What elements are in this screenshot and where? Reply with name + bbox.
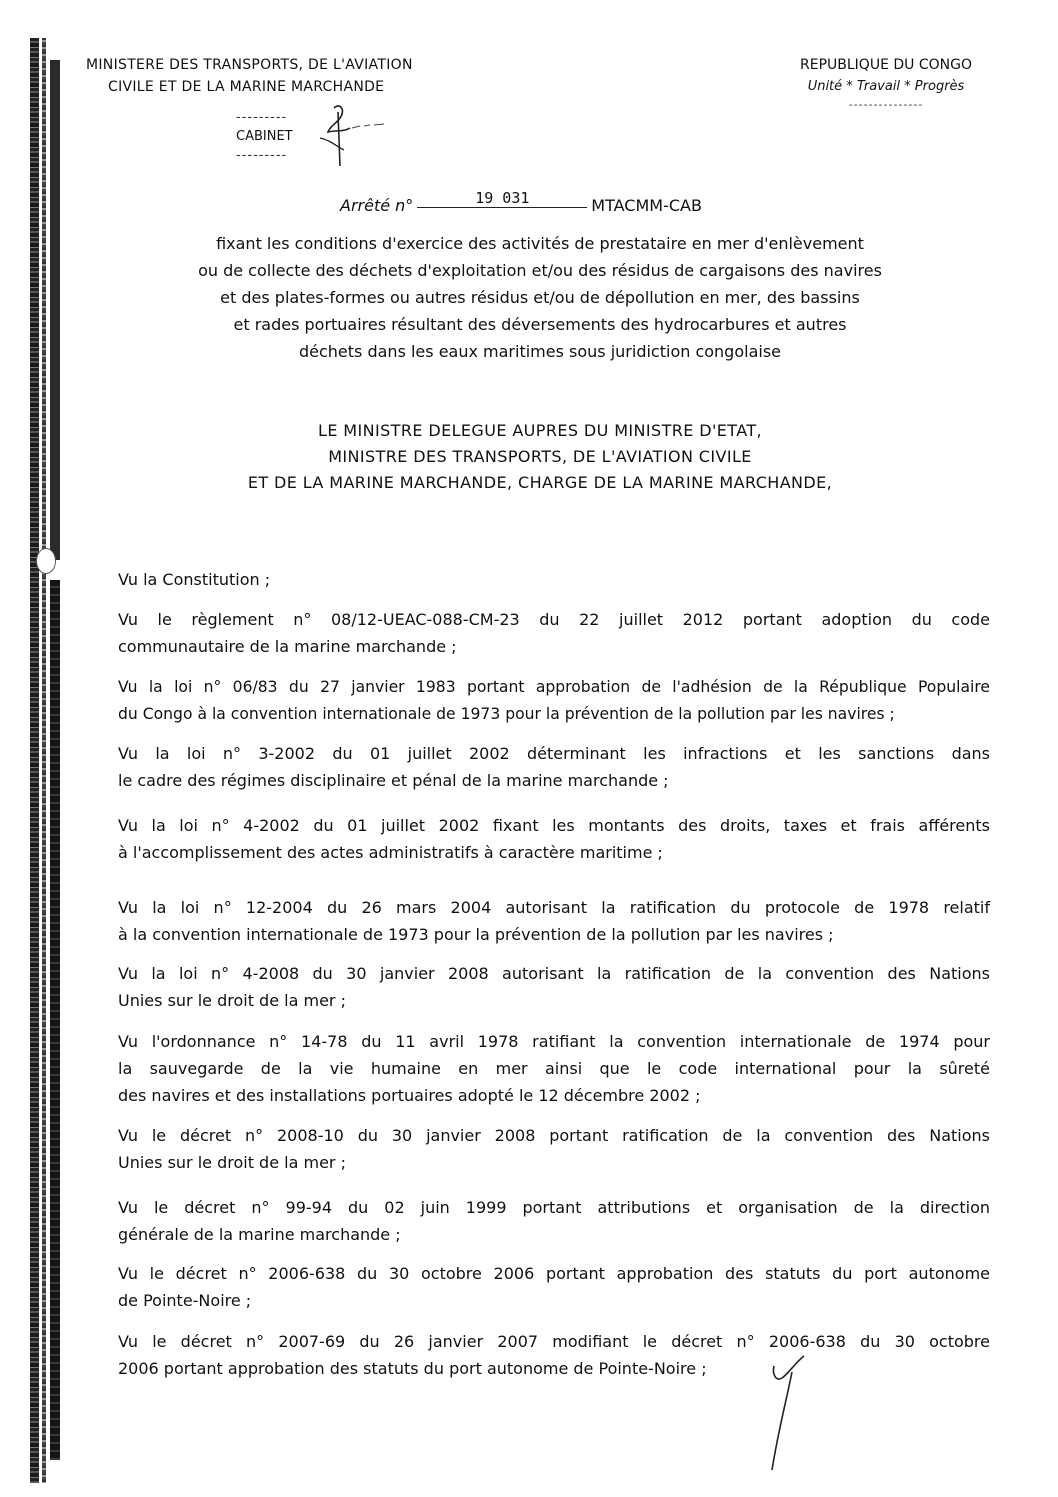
ministry-name-line2: CIVILE ET DE LA MARINE MARCHANDE	[108, 79, 385, 95]
consideration-line: de Pointe-Noire ;	[118, 1291, 252, 1310]
decree-subject	[150, 230, 930, 365]
subject-line: déchets dans les eaux maritimes sous juridiction congolaise	[298, 342, 781, 361]
consideration-line: Unies sur le droit de la mer ;	[118, 991, 346, 1010]
cabinet-separator-top: ---------	[236, 110, 288, 125]
consideration-line: Vu le règlement n° 08/12-UEAC-088-CM-23 du 22 juillet 2012 portant adoption du code	[118, 610, 990, 629]
scan-band	[42, 38, 46, 1483]
consideration-item	[118, 1028, 990, 1109]
scan-band	[50, 60, 60, 560]
republic-header	[770, 54, 1002, 116]
consideration-line: Vu la Constitution ;	[118, 570, 271, 589]
consideration-line: Vu le décret n° 2006-638 du 30 octobre 2006 portant approbation des statuts du port autonome	[118, 1264, 990, 1283]
scan-band	[50, 580, 60, 1460]
consideration-item	[118, 1122, 990, 1176]
subject-line: fixant les conditions d'exercice des activités de prestataire en mer d'enlèvement	[216, 234, 864, 253]
consideration-line: Vu le décret n° 2007-69 du 26 janvier 2007 modifiant le décret n° 2006-638 du 30 octobre	[118, 1332, 990, 1351]
consideration-line: à la convention internationale de 1973 pour la prévention de la pollution par les navires ;	[118, 925, 834, 944]
consideration-line: Vu le décret n° 2008-10 du 30 janvier 2008 portant ratification de la convention des Nations	[118, 1126, 990, 1145]
consideration-line: des navires et des installations portuaires adopté le 12 décembre 2002 ;	[118, 1086, 701, 1105]
consideration-item	[118, 812, 990, 866]
consideration-item	[118, 960, 990, 1014]
ministry-header	[78, 54, 478, 98]
ministry-name-line1: MINISTERE DES TRANSPORTS, DE L'AVIATION	[86, 57, 413, 73]
scan-band	[30, 38, 39, 1483]
punch-hole	[36, 548, 56, 574]
consideration-line: 2006 portant approbation des statuts du port autonome de Pointe-Noire ;	[118, 1359, 707, 1378]
consideration-line: Vu le décret n° 99-94 du 02 juin 1999 portant attributions et organisation de la direction	[118, 1198, 990, 1217]
handwritten-initial-mark	[300, 98, 390, 170]
decree-prefix: Arrêté n°	[340, 196, 414, 215]
subject-line: ou de collecte des déchets d'exploitation et/ou des résidus de cargaisons des navires	[198, 261, 882, 280]
consideration-line: Vu la loi n° 06/83 du 27 janvier 1983 portant approbation de l'adhésion de la République Populaire	[118, 678, 990, 696]
handwritten-signature-mark	[752, 1352, 822, 1482]
scan-edge-strip	[0, 0, 64, 1497]
consideration-item	[118, 674, 990, 728]
consideration-item	[118, 1328, 990, 1382]
republic-name: REPUBLIQUE DU CONGO	[800, 57, 972, 73]
cabinet-label: CABINET	[236, 129, 293, 144]
consideration-line: communautaire de la marine marchande ;	[118, 637, 457, 656]
consideration-item	[118, 606, 990, 660]
minister-line: MINISTRE DES TRANSPORTS, DE L'AVIATION CIVILE	[328, 447, 752, 466]
consideration-line: générale de la marine marchande ;	[118, 1225, 401, 1244]
consideration-line: Vu la loi n° 12-2004 du 26 mars 2004 autorisant la ratification du protocole de 1978 relatif	[118, 898, 990, 917]
consideration-item	[118, 894, 990, 948]
consideration-item	[118, 740, 990, 794]
consideration-line: le cadre des régimes disciplinaire et pénal de la marine marchande ;	[118, 771, 669, 790]
consideration-line: la sauvegarde de la vie humaine en mer ainsi que le code international pour la sûreté	[118, 1059, 990, 1078]
consideration-line: Vu la loi n° 4-2008 du 30 janvier 2008 autorisant la ratification de la convention des Nations	[118, 964, 990, 983]
consideration-line: à l'accomplissement des actes administratifs à caractère maritime ;	[118, 843, 663, 862]
consideration-line: du Congo à la convention internationale de 1973 pour la prévention de la pollution par les navires ;	[118, 705, 895, 723]
consideration-line: Unies sur le droit de la mer ;	[118, 1153, 346, 1172]
consideration-item	[118, 566, 990, 593]
subject-line: et rades portuaires résultant des déversements des hydrocarbures et autres	[233, 315, 847, 334]
consideration-line: Vu l'ordonnance n° 14-78 du 11 avril 1978 ratifiant la convention internationale de 1974 pour	[118, 1032, 990, 1051]
minister-title	[150, 418, 930, 496]
minister-line: ET DE LA MARINE MARCHANDE, CHARGE DE LA MARINE MARCHANDE,	[247, 473, 833, 492]
national-motto: Unité * Travail * Progrès	[807, 79, 965, 94]
minister-line: LE MINISTRE DELEGUE AUPRES DU MINISTRE D'ETAT,	[318, 421, 762, 440]
subject-line: et des plates-formes ou autres résidus et/ou de dépollution en mer, des bassins	[220, 288, 860, 307]
decree-number-line	[340, 189, 702, 216]
cabinet-separator-bottom: ---------	[236, 148, 288, 163]
motto-separator: ---------------	[848, 98, 924, 111]
consideration-item	[118, 1194, 990, 1248]
consideration-line: Vu la loi n° 4-2002 du 01 juillet 2002 fixant les montants des droits, taxes et frais afférents	[118, 816, 990, 835]
consideration-item	[118, 1260, 990, 1314]
decree-number: 19 031	[417, 189, 587, 208]
consideration-line: Vu la loi n° 3-2002 du 01 juillet 2002 déterminant les infractions et les sanctions dans	[118, 744, 990, 763]
decree-code: MTACMM-CAB	[591, 196, 702, 215]
